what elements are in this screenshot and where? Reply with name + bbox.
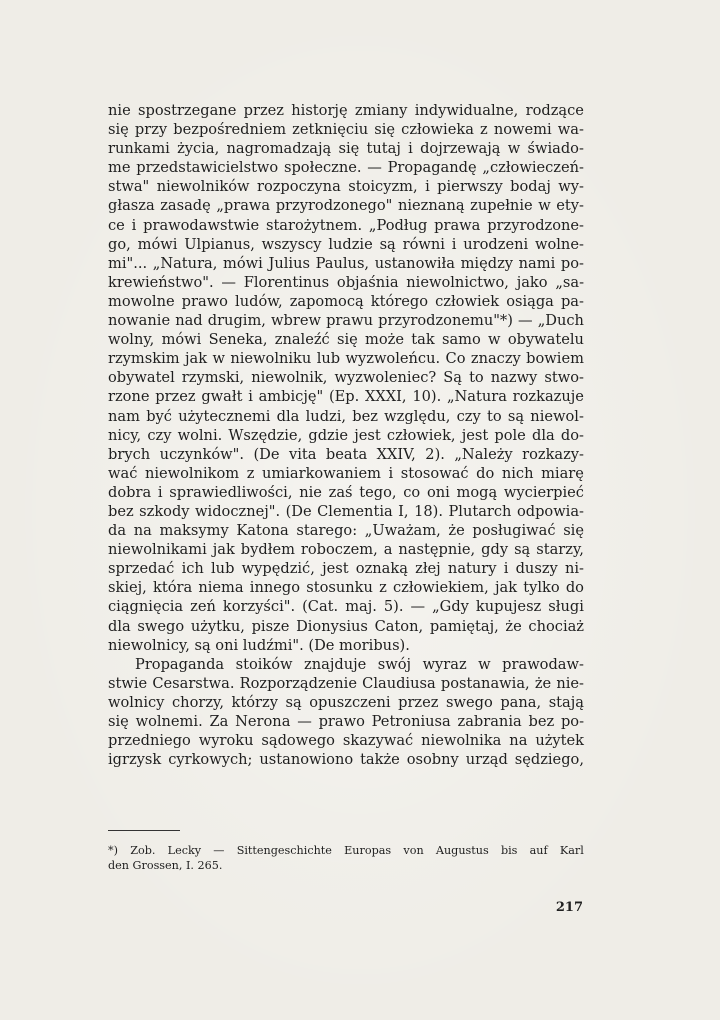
text-line: rzone przez gwałt i ambicję" (Ep. XXXI, 10). „Natura rozkazuje [108, 388, 584, 406]
text-line: me przedstawicielstwo społeczne. — Propagandę „człowieczeń- [108, 159, 584, 177]
text-line: stwie Cesarstwa. Rozporządzenie Claudiusa postanawia, że nie- [108, 674, 584, 692]
text-line: się przy bezpośredniem zetknięciu się człowieka z nowemi wa- [108, 121, 584, 139]
text-line: bez szkody widocznej". (De Clementia I, 18). Plutarch odpowia- [108, 502, 584, 520]
page-number: 217 [555, 900, 583, 915]
text-line: mi"... „Natura, mówi Julius Paulus, ustanowiła między nami po- [108, 254, 584, 272]
paragraph-2 [108, 655, 584, 770]
text-line: przedniego wyroku sądowego skazywać niewolnika na użytek [108, 732, 584, 750]
text-line: nam być użytecznemi dla ludzi, bez względu, czy to są niewol- [108, 407, 584, 425]
text-line: da na maksymy Katona starego: „Uważam, że posługiwać się [108, 522, 584, 540]
footnote [108, 843, 584, 873]
footnote-separator [108, 830, 180, 831]
text-line: wolny, mówi Seneka, znaleźć się może tak samo w obywatelu [108, 331, 584, 349]
text-line: Propaganda stoików znajduje swój wyraz w prawodaw- [135, 655, 584, 673]
text-line: krewieństwo". — Florentinus objaśnia niewolnictwo, jako „sa- [108, 273, 584, 291]
text-line: brych uczynków". (De vita beata XXIV, 2). „Należy rozkazy- [108, 445, 584, 463]
text-line: runkami życia, nagromadzają się tutaj i dojrzewają w świado- [108, 140, 584, 158]
text-line: stwa" niewolników rozpoczyna stoicyzm, i pierwszy bodaj wy- [108, 178, 584, 196]
text-line: go, mówi Ulpianus, wszyscy ludzie są równi i urodzeni wolne- [108, 235, 584, 253]
text-line: *) Zob. Lecky — Sittengeschichte Europas von Augustus bis auf Karl [108, 844, 584, 857]
text-line: dla swego użytku, pisze Dionysius Caton, pamiętaj, że chociaż [108, 617, 584, 635]
text-line: mowolne prawo ludów, zapomocą którego człowiek osiąga pa- [108, 292, 584, 310]
text-line: ce i prawodawstwie starożytnem. „Podług prawa przyrodzone- [108, 216, 584, 234]
text-line: sprzedać ich lub wypędzić, jest oznaką złej natury i duszy ni- [108, 560, 584, 578]
text-line: obywatel rzymski, niewolnik, wyzwoleniec? Są to nazwy stwo- [108, 369, 584, 387]
text-line: igrzysk cyrkowych; ustanowiono także osobny urząd sędziego, [108, 751, 584, 769]
main-text [108, 101, 584, 769]
text-line: nie spostrzegane przez historję zmiany indywidualne, rodzące [108, 102, 584, 119]
text-line: głasza zasadę „prawa przyrodzonego" nieznaną zupełnie w ety- [108, 197, 584, 215]
text-line: nowanie nad drugim, wbrew prawu przyrodzonemu"*) — „Duch [108, 312, 584, 330]
text-line: nicy, czy wolni. Wszędzie, gdzie jest człowiek, jest pole dla do- [108, 426, 584, 444]
text-line: niewolnicy, są oni ludźmi". (De moribus). [108, 636, 410, 654]
paragraph-1 [108, 101, 584, 655]
text-line: den Grossen, I. 265. [108, 859, 223, 872]
text-line: rzymskim jak w niewolniku lub wyzwoleńcu. Co znaczy bowiem [108, 350, 584, 368]
text-line: się wolnemi. Za Nerona — prawo Petroniusa zabrania bez po- [108, 713, 584, 730]
text-line: dobra i sprawiedliwości, nie zaś tego, co oni mogą wycierpieć [108, 483, 584, 501]
text-line: ciągnięcia zeń korzyści". (Cat. maj. 5). — „Gdy kupujesz sługi [108, 598, 584, 616]
text-line: niewolnikami jak bydłem roboczem, a następnie, gdy są starzy, [108, 541, 584, 559]
text-line: skiej, która niema innego stosunku z człowiekiem, jak tylko do [108, 579, 584, 597]
text-line: wolnicy chorzy, którzy są opuszczeni przez swego pana, stają [108, 693, 584, 711]
text-line: wać niewolnikom z umiarkowaniem i stosować do nich miarę [108, 464, 584, 482]
